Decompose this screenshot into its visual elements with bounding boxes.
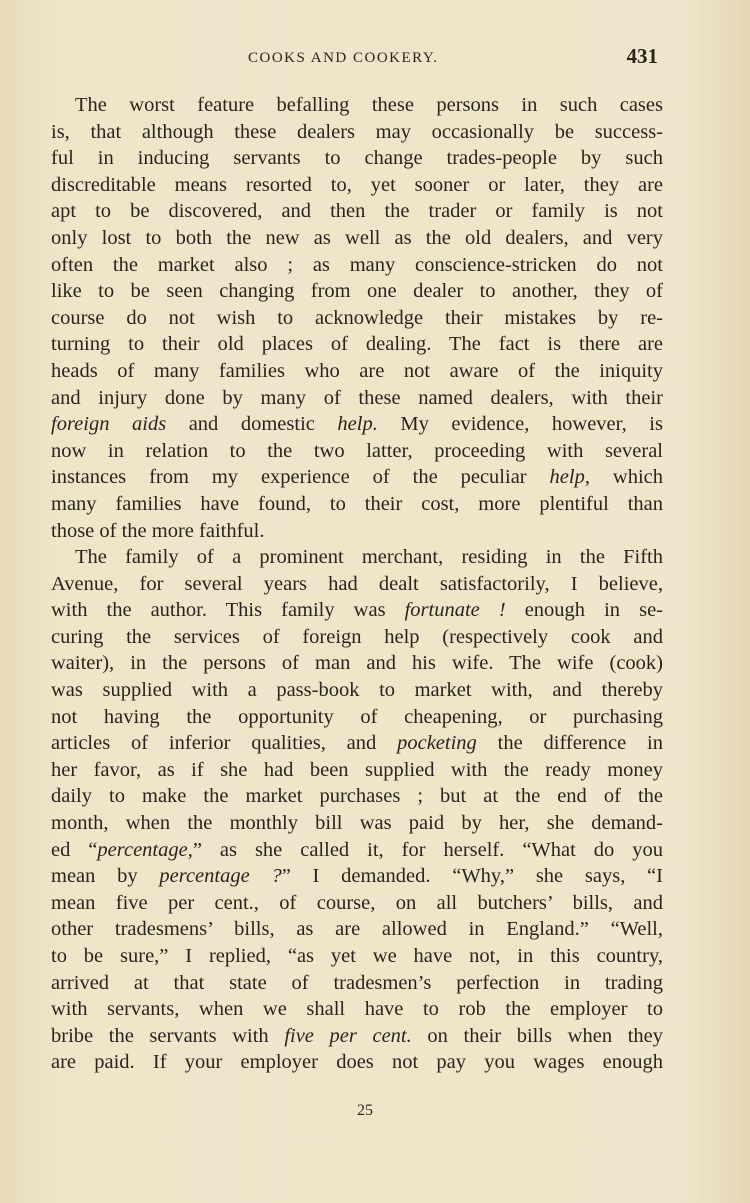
page-header: [48, 44, 658, 74]
text-run: like to be seen changing from one dealer to another, they of: [51, 280, 663, 303]
text-line: [51, 198, 663, 225]
text-line: [51, 92, 663, 119]
page-number: 431: [626, 44, 658, 68]
text-run: with servants, when we shall have to rob the employer to: [51, 998, 663, 1021]
text-run: on their bills when they: [411, 1024, 663, 1047]
text-run: curing the services of foreign help (respectively cook and: [51, 625, 663, 648]
text-line: [51, 1049, 663, 1076]
text-line: [51, 996, 663, 1023]
text-run: those of the more faithful.: [51, 519, 265, 542]
text-run: ” I demanded. “Why,” she says, “I: [281, 865, 663, 888]
text-run: to be sure,” I replied, “as yet we have not, in this country,: [51, 945, 663, 967]
text-run: is, that although these dealers may occasionally be success-: [51, 120, 663, 143]
italic-text: five per cent.: [284, 1024, 412, 1047]
text-run: course do not wish to acknowledge their mistakes by re-: [51, 306, 663, 329]
text-run: and injury done by many of these named dealers, with their: [51, 386, 663, 409]
text-line: [51, 916, 663, 943]
text-run: arrived at that state of tradesmen’s perfection in trading: [51, 971, 663, 994]
text-line: [51, 597, 663, 624]
text-line: [51, 1023, 663, 1050]
text-run: The worst feature befalling these persons in such cases: [75, 94, 663, 116]
italic-text: help,: [549, 466, 590, 489]
text-run: the difference in: [476, 732, 663, 755]
text-run: which: [589, 466, 663, 489]
text-run: other tradesmens’ bills, as are allowed in England.” “Well,: [51, 918, 663, 941]
running-title: COOKS AND COOKERY.: [248, 50, 439, 66]
text-line: [51, 225, 663, 252]
text-run: articles of inferior qualities, and: [51, 732, 398, 755]
text-run: waiter), in the persons of man and his wife. The wife (cook): [51, 652, 663, 675]
text-run: Avenue, for several years had dealt satisfactorily, I believe,: [51, 572, 663, 595]
text-run: instances from my experience of the peculiar: [51, 466, 550, 489]
signature-mark: 25: [357, 1102, 373, 1119]
text-line: [51, 518, 663, 545]
text-line: [51, 491, 663, 518]
text-run: apt to be discovered, and then the trader or family is not: [51, 200, 663, 223]
text-line: [51, 145, 663, 172]
text-run: My evidence, however, is: [377, 413, 663, 436]
italic-text: help.: [337, 413, 378, 436]
text-line: [51, 810, 663, 837]
text-run: mean by: [51, 865, 160, 888]
text-run: bribe the servants with: [51, 1024, 285, 1047]
text-run: often the market also ; as many conscience-stricken do not: [51, 253, 663, 276]
text-line: [51, 278, 663, 305]
text-line: [51, 571, 663, 598]
text-line: [51, 411, 663, 438]
text-line: [51, 331, 663, 358]
text-run: are paid. If your employer does not pay you wages enough: [51, 1051, 663, 1074]
italic-text: percentage,: [97, 838, 193, 861]
text-line: [51, 385, 663, 412]
text-run: ful in inducing servants to change trades-people by such: [51, 147, 663, 170]
text-run: many families have found, to their cost, more plentiful than: [51, 492, 663, 515]
text-line: [51, 464, 663, 491]
italic-text: pocketing: [397, 732, 477, 755]
text-line: [51, 305, 663, 332]
text-line: [51, 837, 663, 864]
text-run: now in relation to the two latter, proceeding with several: [51, 439, 663, 462]
text-run: turning to their old places of dealing. The fact is there are: [51, 333, 663, 356]
text-run: her favor, as if she had been supplied with the ready money: [51, 758, 663, 781]
text-run: only lost to both the new as well as the old dealers, and very: [51, 226, 663, 249]
text-run: The family of a prominent merchant, residing in the Fifth: [75, 546, 663, 569]
text-line: [51, 783, 663, 810]
text-run: mean five per cent., of course, on all butchers’ bills, and: [51, 891, 663, 914]
text-run: daily to make the market purchases ; but at the end of the: [51, 785, 663, 808]
italic-text: percentage ?: [159, 865, 282, 888]
body-text: [51, 92, 663, 1076]
text-line: [51, 172, 663, 199]
text-line: [51, 757, 663, 784]
text-run: not having the opportunity of cheapening, or purchasing: [51, 705, 663, 728]
text-line: [51, 730, 663, 757]
text-line: [51, 358, 663, 385]
text-line: [51, 863, 663, 890]
italic-text: foreign aids: [51, 413, 167, 436]
text-run: month, when the monthly bill was paid by her, she demand-: [51, 812, 663, 835]
italic-text: fortunate !: [404, 599, 506, 622]
text-run: heads of many families who are not aware of the iniquity: [51, 359, 663, 382]
text-run: discreditable means resorted to, yet sooner or later, they are: [51, 173, 663, 196]
text-line: [51, 890, 663, 917]
text-line: [51, 970, 663, 997]
text-line: [51, 252, 663, 279]
text-run: was supplied with a pass-book to market with, and thereby: [51, 679, 663, 702]
text-run: ” as she called it, for herself. “What do you: [192, 838, 663, 861]
text-line: [51, 438, 663, 465]
text-line: [51, 544, 663, 571]
text-line: [51, 119, 663, 146]
text-run: with the author. This family was: [51, 599, 405, 622]
text-line: [51, 624, 663, 651]
text-line: [51, 943, 663, 970]
text-run: and domestic: [166, 413, 338, 436]
text-run: enough in se-: [505, 599, 663, 622]
text-line: [51, 677, 663, 704]
text-run: ed “: [51, 838, 98, 861]
text-line: [51, 704, 663, 731]
text-line: [51, 650, 663, 677]
